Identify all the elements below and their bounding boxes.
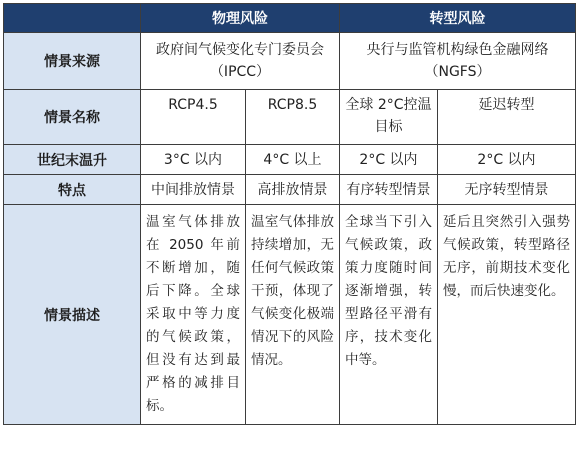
scenario-table <box>3 3 576 425</box>
cell-name-rcp85: RCP8.5 <box>246 90 340 145</box>
cell-name-rcp45: RCP4.5 <box>141 90 246 145</box>
cell-warming-orderly: 2°C 以内 <box>340 145 438 175</box>
row-name <box>4 90 576 145</box>
cell-name-delayed: 延迟转型 <box>438 90 576 145</box>
cell-description-rcp85: 温室气体排放持续增加，无任何气候政策干预，体现了气候变化极端情况下的风险情况。 <box>246 205 340 425</box>
cell-description-delayed: 延后且突然引入强势气候政策，转型路径无序，前期技术变化慢，而后快速变化。 <box>438 205 576 425</box>
row-feature <box>4 175 576 205</box>
cell-warming-rcp85: 4°C 以上 <box>246 145 340 175</box>
row-label-warming: 世纪末温升 <box>4 145 141 175</box>
header-corner <box>4 4 141 33</box>
cell-name-orderly: 全球 2°C控温目标 <box>340 90 438 145</box>
row-label-name: 情景名称 <box>4 90 141 145</box>
cell-description-rcp45: 温室气体排放在 2050 年前不断增加，随后下降。全球采取中等力度的气候政策，但没有达到最严格的减排目标。 <box>141 205 246 425</box>
cell-feature-orderly: 有序转型情景 <box>340 175 438 205</box>
row-label-feature: 特点 <box>4 175 141 205</box>
row-label-source: 情景来源 <box>4 33 141 90</box>
header-row <box>4 4 576 33</box>
cell-feature-rcp45: 中间排放情景 <box>141 175 246 205</box>
cell-source-transition: 央行与监管机构绿色金融网络（NGFS） <box>340 33 576 90</box>
scenario-table-container <box>3 3 576 425</box>
row-source <box>4 33 576 90</box>
row-label-description: 情景描述 <box>4 205 141 425</box>
row-warming <box>4 145 576 175</box>
cell-warming-delayed: 2°C 以内 <box>438 145 576 175</box>
header-physical-risk: 物理风险 <box>141 4 340 33</box>
cell-feature-rcp85: 高排放情景 <box>246 175 340 205</box>
cell-source-physical: 政府间气候变化专门委员会（IPCC） <box>141 33 340 90</box>
cell-description-orderly: 全球当下引入气候政策，政策力度随时间逐渐增强，转型路径平滑有序，技术变化中等。 <box>340 205 438 425</box>
header-transition-risk: 转型风险 <box>340 4 576 33</box>
row-description <box>4 205 576 425</box>
cell-warming-rcp45: 3°C 以内 <box>141 145 246 175</box>
cell-feature-delayed: 无序转型情景 <box>438 175 576 205</box>
